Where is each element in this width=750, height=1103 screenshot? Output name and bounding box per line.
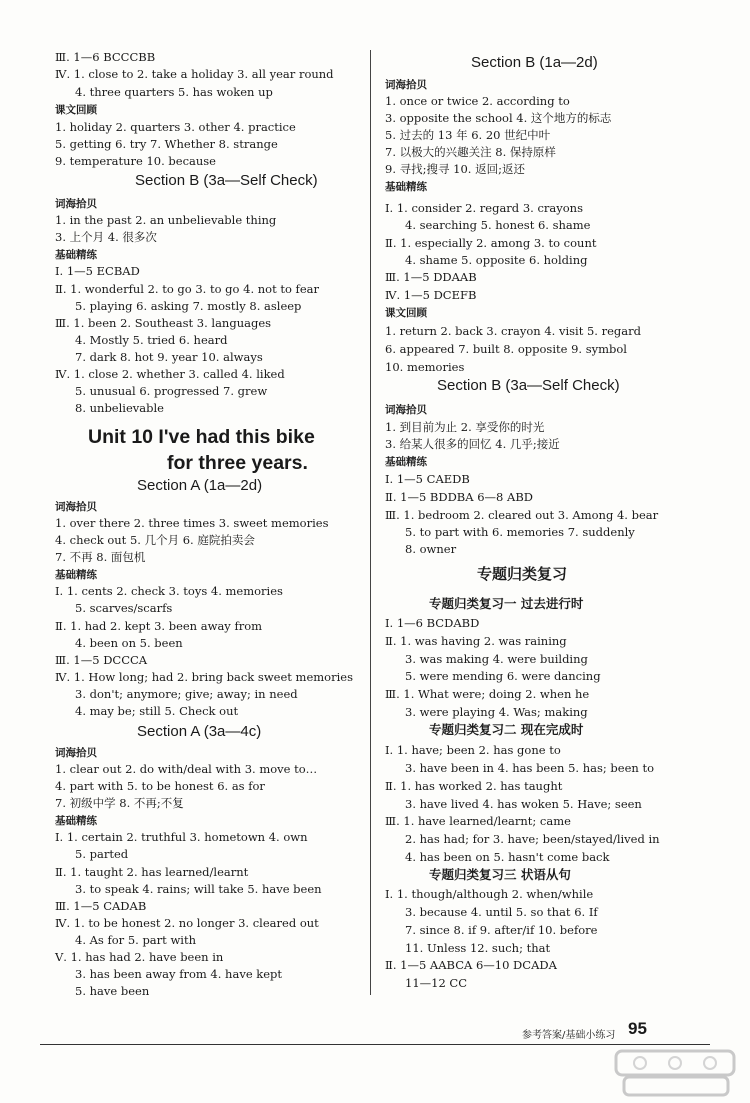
answer-line: 5. were mending 6. were dancing (405, 669, 601, 683)
subsection-label: 基础精练 (385, 181, 427, 193)
answer-line: 3. opposite the school 4. 这个地方的标志 (385, 111, 612, 125)
answer-line: 1. once or twice 2. according to (385, 94, 570, 108)
answer-line: 5. getting 6. try 7. Whether 8. strange (55, 137, 278, 151)
answer-line: 8. owner (405, 542, 457, 556)
answer-line: 1. return 2. back 3. crayon 4. visit 5. regard (385, 324, 641, 338)
answer-line: Ⅱ. 1. had 2. kept 3. been away from (55, 619, 263, 633)
answer-line: 4. searching 5. honest 6. shame (405, 218, 591, 232)
answer-line: 4. Mostly 5. tried 6. heard (75, 333, 228, 347)
answer-line: 9. temperature 10. because (55, 154, 216, 168)
answer-line: 4. shame 5. opposite 6. holding (405, 253, 588, 267)
answer-line: Ⅲ. 1. been 2. Southeast 3. languages (55, 316, 272, 330)
subsection-label: 基础精练 (385, 456, 427, 468)
section-heading: Section A (3a—4c) (137, 723, 262, 740)
answer-line: Ⅱ. 1. wonderful 2. to go 3. to go 4. not to fear (55, 282, 319, 296)
answer-line: 3. has been away from 4. have kept (75, 967, 283, 981)
answer-line: Ⅰ. 1—5 ECBAD (55, 264, 140, 278)
subsection-label: 基础精练 (55, 815, 97, 827)
answer-line: 9. 寻找;搜寻 10. 返回;返还 (385, 162, 525, 176)
watermark-logo (610, 1045, 740, 1100)
subsection-label: 课文回顾 (385, 307, 427, 319)
answer-line: Ⅴ. 1. has had 2. have been in (55, 950, 224, 964)
answer-line: Ⅳ. 1. to be honest 2. no longer 3. cleared out (55, 916, 319, 930)
answer-line: 3. 上个月 4. 很多次 (55, 230, 157, 244)
answer-line: 3. because 4. until 5. so that 6. If (405, 905, 598, 919)
answer-line: Ⅰ. 1. have; been 2. has gone to (385, 743, 561, 757)
answer-line: Ⅱ. 1. taught 2. has learned/learnt (55, 865, 249, 879)
subsection-label: 词海拾贝 (55, 501, 97, 513)
answer-line: 1. holiday 2. quarters 3. other 4. practice (55, 120, 296, 134)
answer-line: 4. part with 5. to be honest 6. as for (55, 779, 265, 793)
answer-line: Ⅲ. 1—5 DCCCA (55, 653, 148, 667)
answer-line: 3. 给某人很多的回忆 4. 几乎;接近 (385, 437, 560, 451)
answer-line: 5. scarves/scarfs (75, 601, 173, 615)
answer-line: Ⅰ. 1—6 BCDABD (385, 616, 480, 630)
subsection-label: 课文回顾 (55, 104, 97, 116)
column-divider (370, 50, 371, 995)
answer-line: Ⅲ. 1—5 DDAAB (385, 270, 477, 284)
section-heading: Section A (1a—2d) (137, 477, 263, 494)
answer-line: Ⅳ. 1. How long; had 2. bring back sweet memories (55, 670, 353, 684)
answer-line: Ⅱ. 1. especially 2. among 3. to count (385, 236, 597, 250)
answer-line: Ⅳ. 1. close 2. whether 3. called 4. liked (55, 367, 285, 381)
answer-line: Ⅱ. 1. has worked 2. has taught (385, 779, 563, 793)
answer-line: 7. 不再 8. 面包机 (55, 550, 146, 564)
section-heading: Section B (1a—2d) (471, 54, 598, 71)
unit-title: for three years. (167, 452, 308, 474)
answer-line: 5. parted (75, 847, 129, 861)
page-number: 95 (628, 1019, 647, 1038)
answer-line: 4. been on 5. been (75, 636, 183, 650)
answer-line: Ⅳ. 1—5 DCEFB (385, 288, 477, 302)
topic-subheading: 专题归类复习二 现在完成时 (429, 722, 584, 737)
answer-line: 3. have been in 4. has been 5. has; been to (405, 761, 655, 775)
answer-line: 1. 到目前为止 2. 享受你的时光 (385, 420, 545, 434)
answer-line: 3. don't; anymore; give; away; in need (75, 687, 298, 701)
answer-line: 1. clear out 2. do with/deal with 3. move to… (55, 762, 318, 776)
answer-line: Ⅰ. 1. cents 2. check 3. toys 4. memories (55, 584, 283, 598)
answer-line: 5. 过去的 13 年 6. 20 世纪中叶 (385, 128, 551, 142)
section-heading: Section B (3a—Self Check) (135, 172, 318, 189)
answer-line: Ⅰ. 1. certain 2. truthful 3. hometown 4. own (55, 830, 308, 844)
answer-line: Ⅲ. 1. bedroom 2. cleared out 3. Among 4. bear (385, 508, 659, 522)
answer-line: 4. As for 5. part with (75, 933, 196, 947)
answer-line: 5. to part with 6. memories 7. suddenly (405, 525, 635, 539)
answer-line: 11—12 CC (405, 976, 468, 990)
answer-line: 5. unusual 6. progressed 7. grew (75, 384, 268, 398)
answer-line: Ⅱ. 1—5 AABCA 6—10 DCADA (385, 958, 557, 972)
answer-line: Ⅱ. 1. was having 2. was raining (385, 634, 567, 648)
answer-line: 4. has been on 5. hasn't come back (405, 850, 610, 864)
section-heading: Section B (3a—Self Check) (437, 377, 620, 394)
answer-line: Ⅲ. 1. What were; doing 2. when he (385, 687, 590, 701)
answer-line: 7. 以极大的兴趣关注 8. 保持原样 (385, 145, 556, 159)
answer-line: Ⅱ. 1—5 BDDBA 6—8 ABD (385, 490, 533, 504)
answer-line: 5. playing 6. asking 7. mostly 8. asleep (75, 299, 302, 313)
answer-line: 7. dark 8. hot 9. year 10. always (75, 350, 263, 364)
answer-line: 7. 初级中学 8. 不再;不复 (55, 796, 184, 810)
answer-line: Ⅲ. 1. have learned/learnt; came (385, 814, 571, 828)
answer-line: 1. in the past 2. an unbelievable thing (55, 213, 277, 227)
topic-subheading: 专题归类复习一 过去进行时 (429, 596, 584, 611)
answer-line: 3. was making 4. were building (405, 652, 588, 666)
answer-line: 3. to speak 4. rains; will take 5. have been (75, 882, 322, 896)
answer-line: Ⅰ. 1. consider 2. regard 3. crayons (385, 201, 583, 215)
answer-line: 6. appeared 7. built 8. opposite 9. symbol (385, 342, 627, 356)
answer-line: 3. have lived 4. has woken 5. Have; seen (405, 797, 642, 811)
answer-line: 4. may be; still 5. Check out (75, 704, 239, 718)
answer-line: Ⅰ. 1. though/although 2. when/while (385, 887, 594, 901)
footer-label: 参考答案/基础小练习 (522, 1030, 616, 1041)
answer-line: 2. has had; for 3. have; been/stayed/lived in (405, 832, 660, 846)
topic-heading: 专题归类复习 (477, 565, 568, 583)
answer-line: 3. were playing 4. Was; making (405, 705, 588, 719)
answer-line: Ⅲ. 1—6 BCCCBB (55, 50, 156, 64)
answer-line: 1. over there 2. three times 3. sweet memories (55, 516, 329, 530)
topic-subheading: 专题归类复习三 状语从句 (429, 867, 571, 882)
subsection-label: 词海拾贝 (385, 79, 427, 91)
answer-line: Ⅲ. 1—5 CADAB (55, 899, 147, 913)
subsection-label: 基础精练 (55, 569, 97, 581)
answer-line: 4. check out 5. 几个月 6. 庭院拍卖会 (55, 533, 255, 547)
answer-line: 8. unbelievable (75, 401, 164, 415)
answer-line: Ⅰ. 1—5 CAEDB (385, 472, 470, 486)
unit-title: Unit 10 I've had this bike (88, 426, 315, 448)
subsection-label: 词海拾贝 (385, 404, 427, 416)
answer-line: 7. since 8. if 9. after/if 10. before (405, 923, 598, 937)
answer-line: 5. have been (75, 984, 150, 998)
answer-line: 10. memories (385, 360, 465, 374)
subsection-label: 词海拾贝 (55, 198, 97, 210)
answer-line: 11. Unless 12. such; that (405, 941, 551, 955)
answer-line: Ⅳ. 1. close to 2. take a holiday 3. all year round (55, 67, 334, 81)
subsection-label: 基础精练 (55, 249, 97, 261)
subsection-label: 词海拾贝 (55, 747, 97, 759)
answer-line: 4. three quarters 5. has woken up (75, 85, 273, 99)
